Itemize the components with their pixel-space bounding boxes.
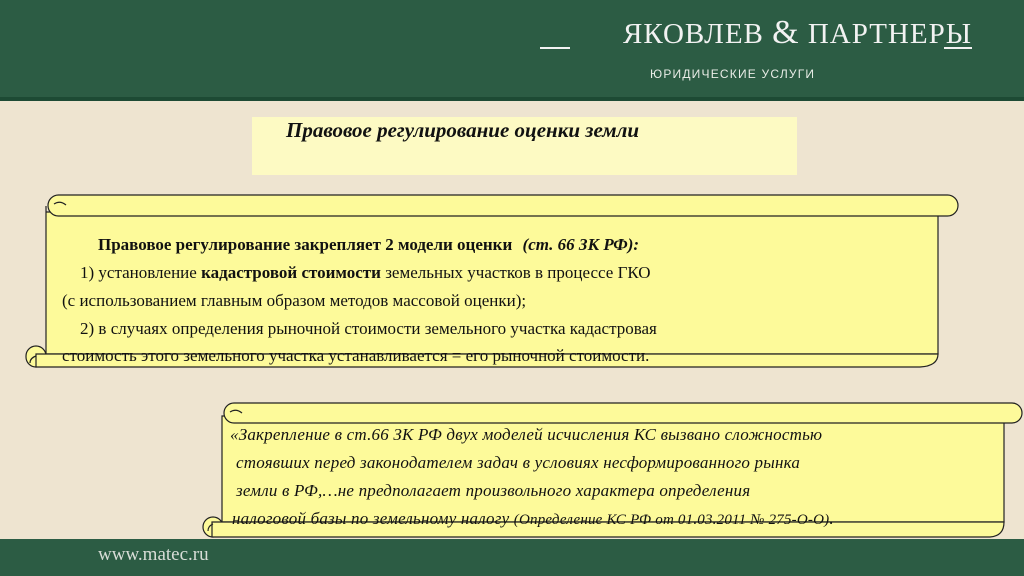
- line-4-reference: (Определение КС РФ от 01.03.2011 № 275-О-О): [513, 512, 830, 528]
- scroll-1-item-2-line-1: 2) в случаях определения рыночной стоимости земельного участка кадастровая: [80, 319, 657, 338]
- brand-ampersand: &: [772, 14, 800, 51]
- scroll-2-top-roll: [224, 403, 1022, 423]
- heading-reference: (ст. 66 ЗК РФ):: [522, 235, 640, 254]
- item-1-suffix: земельных участков в процессе ГКО: [380, 263, 651, 282]
- brand-name-left: ЯКОВЛЕВ: [623, 18, 764, 50]
- item-1-bold: кадастровой стоимости: [201, 263, 381, 282]
- brand-tagline: ЮРИДИЧЕСКИЕ УСЛУГИ: [650, 67, 816, 81]
- scroll-1-item-1-line-2: (с использованием главным образом методов массовой оценки);: [62, 291, 527, 310]
- heading-text: Правовое регулирование закрепляет 2 модели оценки: [98, 235, 513, 254]
- scroll-2-line-4: [232, 509, 834, 529]
- scroll-2-line-2: стоявших перед законодателем задач в условиях несформированного рынка: [236, 453, 801, 472]
- line-4-text: налоговой базы по земельному налогу: [232, 509, 510, 528]
- line-4-end: .: [829, 509, 834, 528]
- scroll-1-heading: [98, 235, 639, 255]
- scroll-1-item-2-line-2: стоимость этого земельного участка устанавливается = его рыночной стоимости.: [62, 346, 650, 365]
- scroll-2-line-3: земли в РФ,…не предполагает произвольного характера определения: [236, 481, 751, 500]
- footer-url: www.matec.ru: [98, 544, 209, 565]
- scroll-1-item-1: [80, 263, 651, 283]
- scroll-2-line-1: «Закрепление в ст.66 ЗК РФ двух моделей исчисления КС вызвано сложностью: [230, 425, 823, 444]
- item-1-prefix: 1) установление: [80, 263, 202, 282]
- scroll-1-top-roll: [48, 195, 958, 216]
- slide-title: Правовое регулирование оценки земли: [286, 118, 640, 142]
- brand-name-right: ПАРТНЕРЫ: [807, 18, 972, 50]
